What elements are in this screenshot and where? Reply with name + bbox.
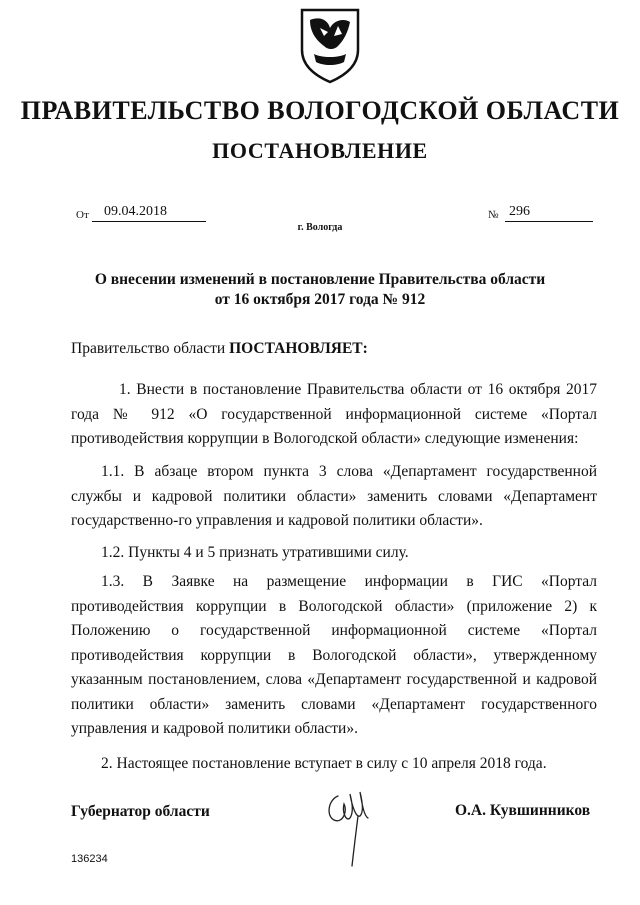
- document-subject: [80, 270, 560, 310]
- paragraph-1-1: 1.1. В абзаце втором пункта 3 слова «Департамент государственной службы и кадровой политики области» заменить словами «Департамент государственно-го управления и кадровой политики области».: [71, 463, 597, 529]
- signatory-name: О.А. Кувшинников: [455, 802, 591, 819]
- document-type-title: ПОСТАНОВЛЕНИЕ: [212, 138, 428, 163]
- coat-of-arms-emblem: [298, 6, 362, 84]
- preamble: [71, 340, 368, 358]
- document-code: 136234: [71, 853, 108, 865]
- number-label: №: [488, 209, 499, 221]
- city-label: г. Вологда: [297, 222, 343, 233]
- paragraph-1-3: 1.3. В Заявке на размещение информации в ГИС «Портал противодействия коррупции в Вологодской области» (приложение 2) к Положению о государственной информационной системе «Портал противодействия коррупции в Вологодской области», утвержденному указанным постановлением, слова «Департамент государственной и кадровой политики области» заменить словами «Департамент государственного управления и кадровой политики области».: [71, 573, 597, 737]
- preamble-decree-word: ПОСТАНОВЛЯЕТ:: [229, 340, 368, 357]
- signatory-position: Губернатор области: [71, 803, 210, 820]
- organization-title: ПРАВИТЕЛЬСТВО ВОЛОГОДСКОЙ ОБЛАСТИ: [20, 96, 620, 125]
- preamble-text: Правительство области: [71, 340, 230, 357]
- paragraph-1: 1. Внести в постановление Правительства области от 16 октября 2017 года № 912 «О государственной информационной системе «Портал противодействия коррупции в Вологодской области» следующие изменения:: [71, 381, 597, 447]
- subject-line-2: от 16 октября 2017 года № 912: [214, 291, 426, 308]
- document-date: 09.04.2018: [92, 204, 206, 222]
- subject-line-1: О внесении изменений в постановление Правительства области: [94, 271, 546, 288]
- date-label: От: [76, 209, 89, 221]
- handwritten-signature: [320, 782, 380, 872]
- document-number: 296: [505, 204, 593, 222]
- paragraph-2: 2. Настоящее постановление вступает в силу с 10 апреля 2018 года.: [101, 755, 547, 772]
- paragraph-1-2: 1.2. Пункты 4 и 5 признать утратившими силу.: [101, 544, 409, 561]
